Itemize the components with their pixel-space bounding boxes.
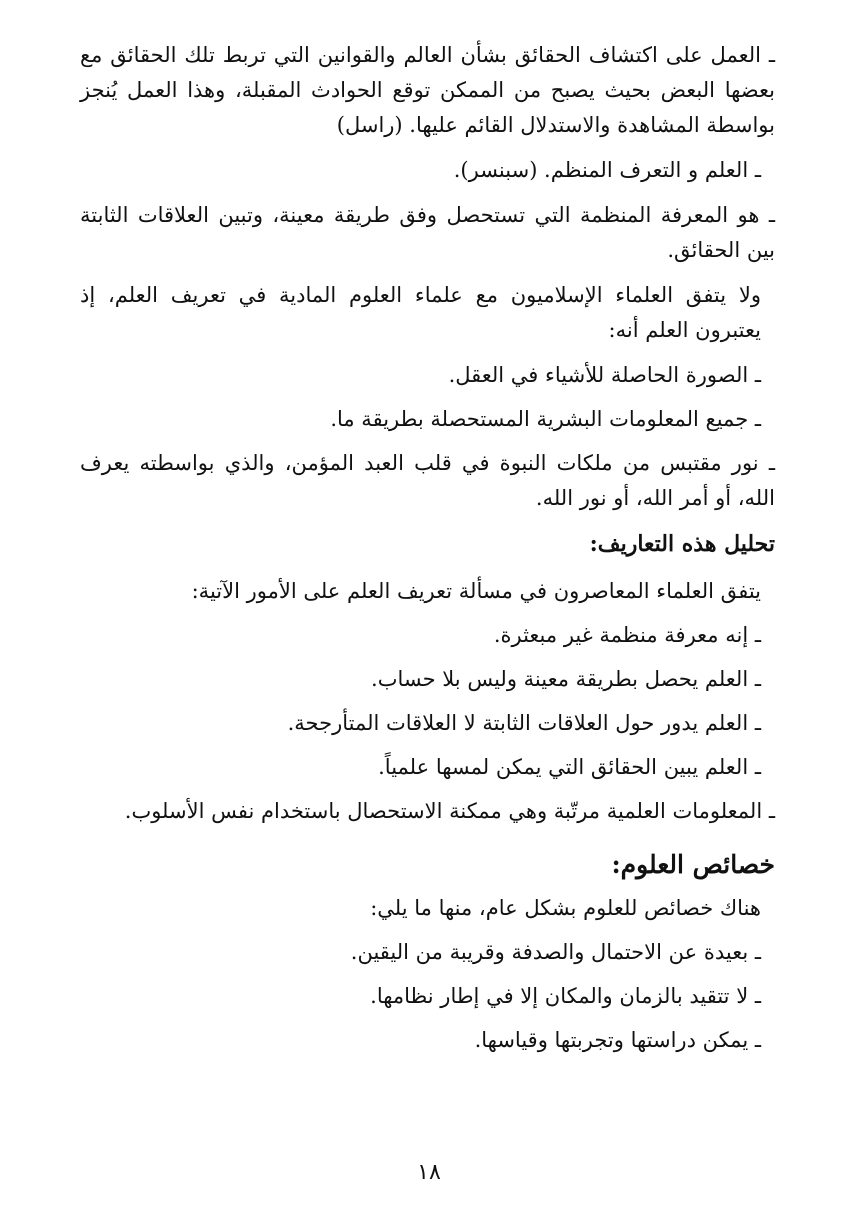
- page-body: [80, 38, 775, 1067]
- list-item: ـ العلم يحصل بطريقة معينة وليس بلا حساب.: [371, 667, 761, 691]
- page-number: ١٨: [417, 1160, 441, 1185]
- analysis-heading: تحليل هذه التعاريف:: [589, 531, 775, 557]
- list-item: ـ إنه معرفة منظمة غير مبعثرة.: [493, 623, 761, 647]
- list-item: ـ لا تتقيد بالزمان والمكان إلا في إطار نظامها.: [370, 984, 761, 1008]
- list-item: ـ العلم يبين الحقائق التي يمكن لمسها علمياً.: [378, 755, 761, 779]
- list-item: ـ المعلومات العلمية مرتّبة وهي ممكنة الاستحصال باستخدام نفس الأسلوب.: [124, 799, 775, 823]
- definition-russell: ـ العمل على اكتشاف الحقائق بشأن العالم والقوانين التي تربط تلك الحقائق مع بعضها البعض بحيث يصبح من الممكن توقع الحوادث المقبلة، وهذا العمل يُنجز بواسطة المشاهدة والاستدلال القائم عليها. (راسل): [80, 43, 775, 137]
- characteristics-list: [80, 891, 775, 1058]
- definition-organized-knowledge: ـ هو المعرفة المنظمة التي تستحصل وفق طريقة معينة، وتبين العلاقات الثابتة بين الحقائق.: [80, 203, 775, 262]
- list-item: ـ العلم يدور حول العلاقات الثابتة لا العلاقات المتأرجحة.: [287, 711, 761, 735]
- list-item: ـ الصورة الحاصلة للأشياء في العقل.: [448, 363, 761, 387]
- characteristics-heading: خصائص العلوم:: [611, 850, 775, 879]
- list-item: ـ جميع المعلومات البشرية المستحصلة بطريقة ما.: [330, 407, 761, 431]
- analysis-intro: يتفق العلماء المعاصرون في مسألة تعريف العلم على الأمور الآتية:: [191, 579, 761, 603]
- analysis-list: [80, 574, 775, 785]
- definition-spencer: ـ العلم و التعرف المنظم. (سبنسر).: [453, 158, 761, 182]
- characteristics-intro: هناك خصائص للعلوم بشكل عام، منها ما يلي:: [370, 896, 761, 920]
- list-item: ـ نور مقتبس من ملكات النبوة في قلب العبد المؤمن، والذي بواسطته يعرف الله، أو أمر الله، أو نور الله.: [80, 451, 775, 510]
- islamic-scholars-intro: ولا يتفق العلماء الإسلاميون مع علماء العلوم المادية في تعريف العلم، إذ يعتبرون العلم أنه:: [80, 283, 761, 342]
- list-item: ـ يمكن دراستها وتجربتها وقياسها.: [474, 1028, 761, 1052]
- list-item: ـ بعيدة عن الاحتمال والصدفة وقريبة من اليقين.: [350, 940, 761, 964]
- islamic-definitions-list: [80, 358, 775, 437]
